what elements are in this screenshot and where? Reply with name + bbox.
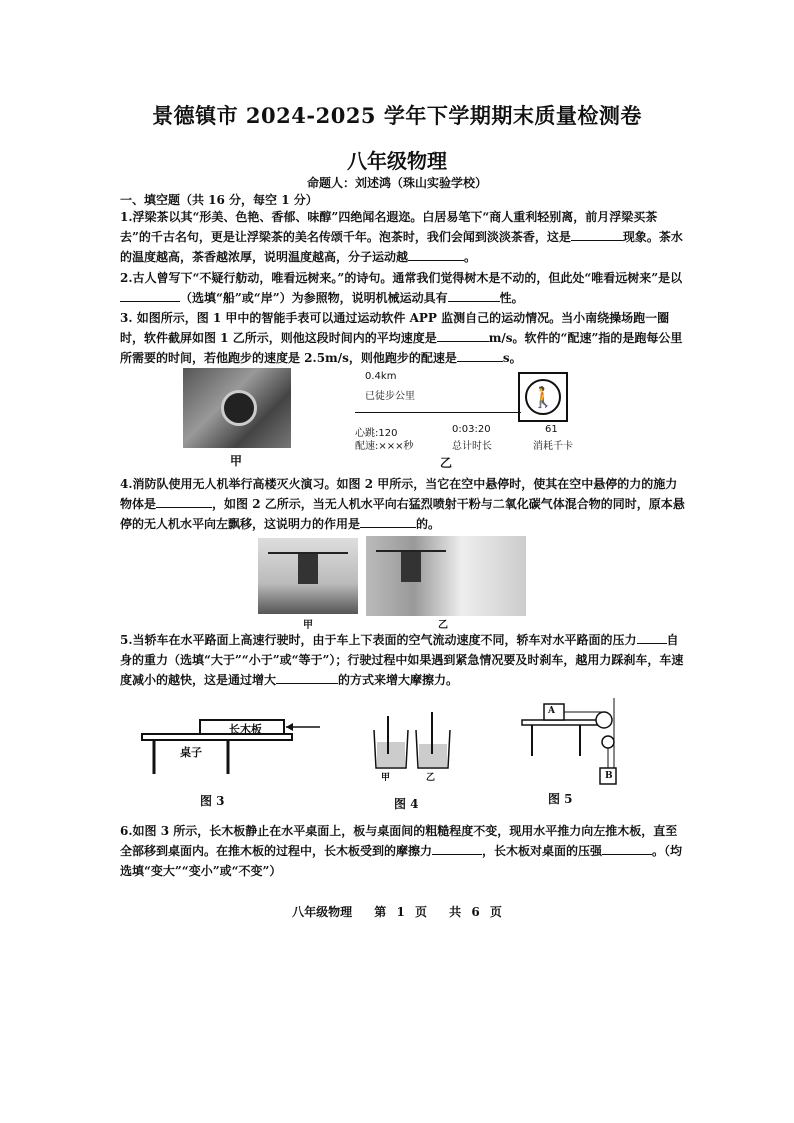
q6-text-b: ，长木板对桌面的压强 [482, 844, 603, 858]
q2-blank-2[interactable] [448, 289, 500, 302]
q1-blank-2[interactable] [408, 248, 464, 261]
fig3-board-label: 长木板 [229, 723, 262, 736]
calories-value: 61 [545, 424, 558, 435]
exam-title: 景德镇市 2024-2025 学年下学期期末质量检测卷 [152, 103, 642, 128]
q1-blank-1[interactable] [571, 228, 623, 241]
q5-text-b: 自身的重力（选填“大于”“小于”或“等于”）；行驶过程中如果遇到紧急情况要及时刹车，越用力踩刹车，车速度减小的越快，这是通过增大 [120, 633, 684, 687]
question-4 [120, 474, 685, 534]
q2-text-c: 性。 [499, 291, 524, 305]
walking-person-icon: 🚶 [518, 372, 568, 422]
fig3-caption: 图 3 [200, 794, 225, 808]
time-label: 总计时长 [452, 441, 492, 452]
q3-blank-1[interactable] [437, 329, 489, 342]
q5-blank-1[interactable] [637, 631, 667, 644]
exam-author: 命题人：刘述鸿（珠山实验学校） [306, 176, 487, 190]
q4-text-a: 4.消防队使用无人机举行高楼灭火演习。如图 2 甲所示，当它在空中悬停时，使其在空中悬停的力的施力物体是 [120, 477, 678, 511]
q1-text-a: 1.浮梁茶以其“形美、色艳、香郁、味醇”四绝闻名遐迩。白居易笔下“商人重利轻别离，前月浮梁买茶去”的千古名句，更是让浮梁茶的美名传颂千年。泡茶时，我们会闻到淡淡茶香，这是 [120, 210, 658, 244]
q2-blank-1[interactable] [120, 289, 180, 302]
calories-label: 消耗千卡 [533, 441, 573, 452]
q3-text-b: m/s。软件的“配速”指的是跑每公里所需要的时间，若他跑步的速度是 2.5m/s，则他跑步的配速是 [120, 331, 683, 365]
q3-text-c: s。 [502, 351, 522, 365]
fig5-block-b: B [605, 771, 613, 781]
question-1 [120, 207, 685, 267]
fig5-block-a: A [548, 706, 555, 716]
q3-text-a: 3. 如图所示，图 1 甲中的智能手表可以通过运动软件 APP 监测自己的运动情况。当小南绕操场跑一圈时，软件截屏如图 1 乙所示，则他这段时间内的平均速度是 [120, 311, 670, 345]
q4-text-c: 的。 [416, 517, 441, 531]
smartwatch-photo [183, 368, 291, 448]
distance-value: 0.4km [365, 371, 397, 382]
fig4-label-yi: 乙 [426, 773, 436, 783]
q4-text-b: ，如图 2 乙所示，当无人机水平向右猛烈喷射干粉与二氧化碳气体混合物的同时，原本悬停的无人机水平向左飘移，这说明力的作用是 [120, 497, 685, 531]
page-footer: 八年级物理 第 1 页 共 6 页 [292, 905, 502, 919]
fig4-diagram [370, 712, 460, 772]
q3-blank-2[interactable] [457, 349, 503, 362]
fig2-label-jia: 甲 [303, 620, 313, 631]
distance-label: 已徒步公里 [365, 391, 415, 402]
q2-text-a: 2.古人曾写下“不疑行舫动，唯看远树来。”的诗句。通常我们觉得树木是不动的，但此处“唯看远树来”是以 [120, 271, 683, 285]
question-2 [120, 268, 685, 308]
fig3-table-label: 桌子 [180, 746, 202, 759]
time-value: 0:03:20 [452, 424, 491, 435]
fig5-caption: 图 5 [548, 792, 573, 806]
q1-text-b: 现象。茶水的温度越高，茶香越浓厚，说明温度越高，分子运动越 [120, 230, 683, 264]
fig2-label-yi: 乙 [438, 620, 448, 631]
q4-blank-1[interactable] [156, 495, 212, 508]
heart-rate: 心跳:120 [355, 428, 398, 439]
fig1-label-jia: 甲 [230, 454, 243, 468]
q6-blank-1[interactable] [432, 842, 482, 855]
pace: 配速:×××秒 [355, 441, 414, 452]
question-3 [120, 308, 685, 368]
q4-blank-2[interactable] [360, 515, 416, 528]
fig1-label-yi: 乙 [440, 456, 453, 470]
q2-text-b: （选填“船”或“岸”）为参照物，说明机械运动具有 [180, 291, 448, 305]
watch-face-icon [221, 390, 257, 426]
fig4-label-jia: 甲 [381, 773, 391, 783]
question-5 [120, 630, 685, 690]
drone-photo-yi [366, 536, 526, 616]
q1-text-c: 。 [464, 250, 477, 264]
q6-text-c: 。（均选填“变大”“变小”或“不变”） [120, 844, 683, 878]
q5-blank-2[interactable] [276, 671, 338, 684]
drone-photo-jia [258, 538, 358, 614]
fig4-caption: 图 4 [394, 797, 419, 811]
fig5-diagram [520, 698, 630, 790]
q5-text-a: 5.当轿车在水平路面上高速行驶时，由于车上下表面的空气流动速度不同，轿车对水平路面的压力 [120, 633, 637, 647]
question-6 [120, 821, 685, 881]
q6-text-a: 6.如图 3 所示，长木板静止在水平桌面上，板与桌面间的粗糙程度不变，现用水平推力向左推木板，直至全部移到桌面内。在推木板的过程中，长木板受到的摩擦力 [120, 824, 678, 858]
exam-subtitle: 八年级物理 [347, 149, 447, 173]
divider-line [355, 412, 521, 413]
q5-text-c: 的方式来增大摩擦力。 [338, 673, 459, 687]
q6-blank-2[interactable] [602, 842, 652, 855]
section-heading: 一、填空题（共 16 分，每空 1 分） [120, 193, 318, 207]
